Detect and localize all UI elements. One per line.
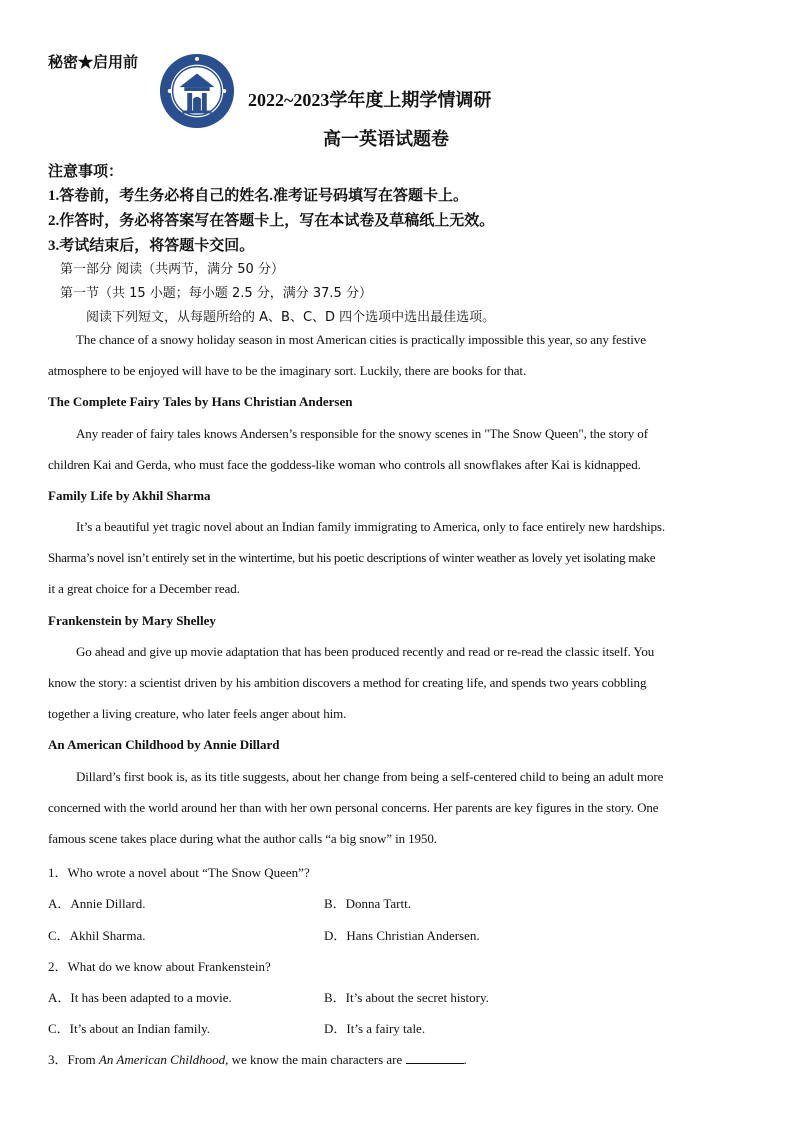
book-title-italic: An American Childhood	[98, 1052, 226, 1067]
notice-item: 1.答卷前，考生务必将自己的姓名.准考证号码填写在答题卡上。	[48, 188, 469, 204]
option-c: C．It’s about an Indian family.	[48, 1021, 210, 1036]
confidential-mark: 秘密★启用前	[48, 55, 139, 71]
question-stem: 3．From An American Childhood, we know the main characters are .	[48, 1052, 467, 1067]
instruction: 阅读下列短文，从每题所给的 A、B、C、D 四个选项中选出最佳选项。	[86, 310, 496, 325]
option-b: B．Donna Tartt.	[324, 896, 411, 911]
option-d: D．Hans Christian Andersen.	[324, 928, 480, 943]
passage-line: concerned with the world around her than with her own personal concerns. Her parents are key figures in the story. One	[48, 800, 659, 815]
passage-line: It’s a beautiful yet tragic novel about an Indian family immigrating to America, only to face entirely new hardships.	[76, 519, 666, 534]
passage-line: Go ahead and give up movie adaptation that has been produced recently and read or re-read the classic itself. You	[76, 644, 655, 659]
section-heading: 第一节（共 15 小题；每小题 2.5 分，满分 37.5 分）	[60, 286, 372, 301]
option-a: A．It has been adapted to a movie.	[48, 990, 232, 1005]
book-title: Family Life by Akhil Sharma	[48, 488, 211, 503]
passage-line: Sharma’s novel isn’t entirely set in the wintertime, but his poetic descriptions of winter weather as lovely yet isolating make	[48, 550, 656, 565]
question-stem: 2．What do we know about Frankenstein?	[48, 959, 271, 974]
exam-subtitle: 高一英语试题卷	[323, 129, 449, 149]
notice-item: 3.考试结束后，将答题卡交回。	[48, 238, 255, 254]
book-title: Frankenstein by Mary Shelley	[48, 613, 216, 628]
option-a: A．Annie Dillard.	[48, 896, 146, 911]
passage-line: famous scene takes place during what the author calls “a big snow” in 1950.	[48, 831, 437, 846]
option-d: D．It’s a fairy tale.	[324, 1021, 426, 1036]
stem-prefix: 3．From	[48, 1052, 99, 1067]
book-title: An American Childhood by Annie Dillard	[48, 737, 280, 752]
notice-heading: 注意事项：	[48, 164, 124, 180]
option-b: B．It’s about the secret history.	[324, 990, 489, 1005]
passage-line: atmosphere to be enjoyed will have to be the imaginary sort. Luckily, there are books for that.	[48, 363, 527, 378]
passage-line: The chance of a snowy holiday season in most American cities is practically impossible this year, so any festive	[76, 332, 646, 347]
passage-line: know the story: a scientist driven by his ambition discovers a method for creating life, and spends two years cobbling	[48, 675, 647, 690]
passage-line: Dillard’s first book is, as its title suggests, about her change from being a self-centered child to being an adult more	[76, 769, 664, 784]
book-title: The Complete Fairy Tales by Hans Christian Andersen	[48, 394, 353, 409]
option-c: C．Akhil Sharma.	[48, 928, 146, 943]
passage-line: Any reader of fairy tales knows Andersen’s responsible for the snowy scenes in "The Snow Queen", the story of	[76, 426, 648, 441]
question-stem: 1．Who wrote a novel about “The Snow Queen”?	[48, 865, 310, 880]
university-seal-icon	[158, 52, 236, 130]
answer-blank	[406, 1053, 464, 1064]
part-heading: 第一部分 阅读（共两节，满分 50 分）	[60, 262, 284, 277]
passage-line: it a great choice for a December read.	[48, 581, 240, 596]
passage-line: together a living creature, who later feels anger about him.	[48, 706, 347, 721]
passage-line: children Kai and Gerda, who must face the goddess-like woman who controls all snowflakes after Kai is kidnapped.	[48, 457, 641, 472]
notice-item: 2.作答时，务必将答案写在答题卡上，写在本试卷及草稿纸上无效。	[48, 213, 495, 229]
stem-suffix: , we know the main characters are	[225, 1052, 406, 1067]
exam-title: 2022~2023学年度上期学情调研	[248, 90, 492, 110]
